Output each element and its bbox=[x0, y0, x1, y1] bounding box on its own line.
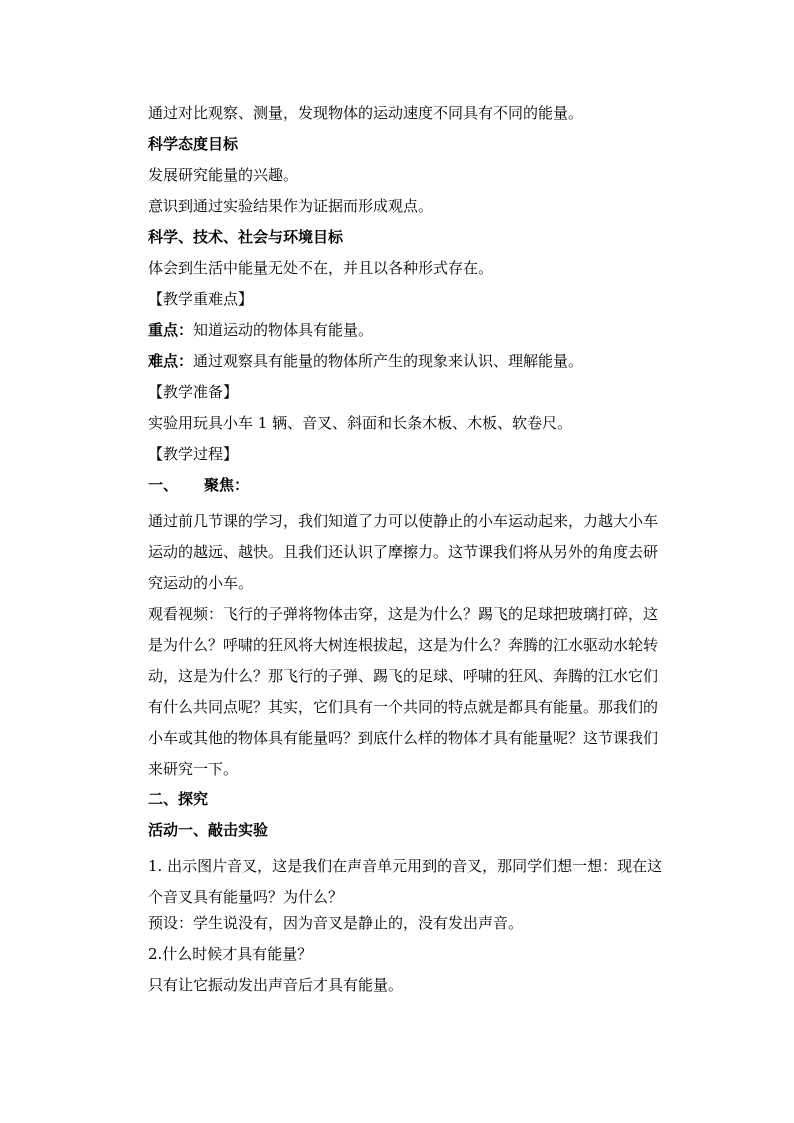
key-point-line bbox=[148, 320, 373, 340]
section-heading: 【教学重难点】 bbox=[148, 290, 254, 308]
text-line: 发展研究能量的兴趣。 bbox=[148, 166, 299, 184]
text-line: 意识到通过实验结果作为证据而形成观点。 bbox=[148, 197, 434, 215]
paragraph-text: 通过前几节课的学习，我们知道了力可以使静止的小车运动起来，力越大小车运动的越远、越快。且我们还认识了摩擦力。这节课我们将从另外的角度去研究运动的小车。 bbox=[148, 512, 659, 592]
key-point-text: 知道运动的物体具有能量。 bbox=[193, 321, 374, 339]
section-heading: 二、探究 bbox=[148, 790, 209, 808]
difficulty-text: 通过观察具有能量的物体所产生的现象来认识、理解能量。 bbox=[193, 352, 584, 370]
step-heading bbox=[148, 475, 249, 495]
text-line: 实验用玩具小车 1 辆、音叉、斜面和长条木板、木板、软卷尺。 bbox=[148, 414, 573, 432]
paragraph-text: 观看视频：飞行的子弹将物体击穿，这是为什么？踢飞的足球把玻璃打碎，这是为什么？呼啸的狂风将大树连根拔起，这是为什么？奔腾的江水驱动水轮转动，这是为什么？那飞行的子弹、踢飞的足球、呼啸的狂风、奔腾的江水它们有什么共同点呢？其实，它们具有一个共同的特点就是都具有能量。那我们的小车或其他的物体具有能量吗？到底什么样的物体才具有能量呢？这节课我们来研究一下。 bbox=[148, 605, 659, 778]
text-line: 体会到生活中能量无处不在，并且以各种形式存在。 bbox=[148, 259, 494, 277]
paragraph-text: 1. 出示图片音叉，这是我们在声音单元用到的音叉，那同学们想一想：现在这个音叉具有能量吗？为什么？ bbox=[148, 857, 663, 906]
text-line: 只有让它振动发出声音后才具有能量。 bbox=[148, 976, 404, 994]
text-line: 2.什么时候才具有能量？ bbox=[148, 945, 313, 963]
difficulty-line bbox=[148, 351, 583, 371]
step-title: 聚焦： bbox=[204, 476, 250, 494]
paragraph bbox=[148, 599, 663, 785]
text-line: 通过对比观察、测量，发现物体的运动速度不同具有不同的能量。 bbox=[148, 104, 584, 122]
paragraph bbox=[148, 851, 663, 913]
section-heading: 【教学过程】 bbox=[148, 445, 239, 463]
section-heading: 科学态度目标 bbox=[148, 135, 239, 153]
paragraph bbox=[148, 506, 663, 599]
key-point-label: 重点： bbox=[148, 321, 194, 339]
section-heading: 科学、技术、社会与环境目标 bbox=[148, 228, 344, 246]
activity-heading: 活动一、敲击实验 bbox=[148, 821, 269, 839]
text-line: 预设：学生说没有，因为音叉是静止的，没有发出声音。 bbox=[148, 914, 524, 932]
difficulty-label: 难点： bbox=[148, 352, 194, 370]
section-heading: 【教学准备】 bbox=[148, 383, 239, 401]
step-number: 一、 bbox=[148, 476, 179, 494]
